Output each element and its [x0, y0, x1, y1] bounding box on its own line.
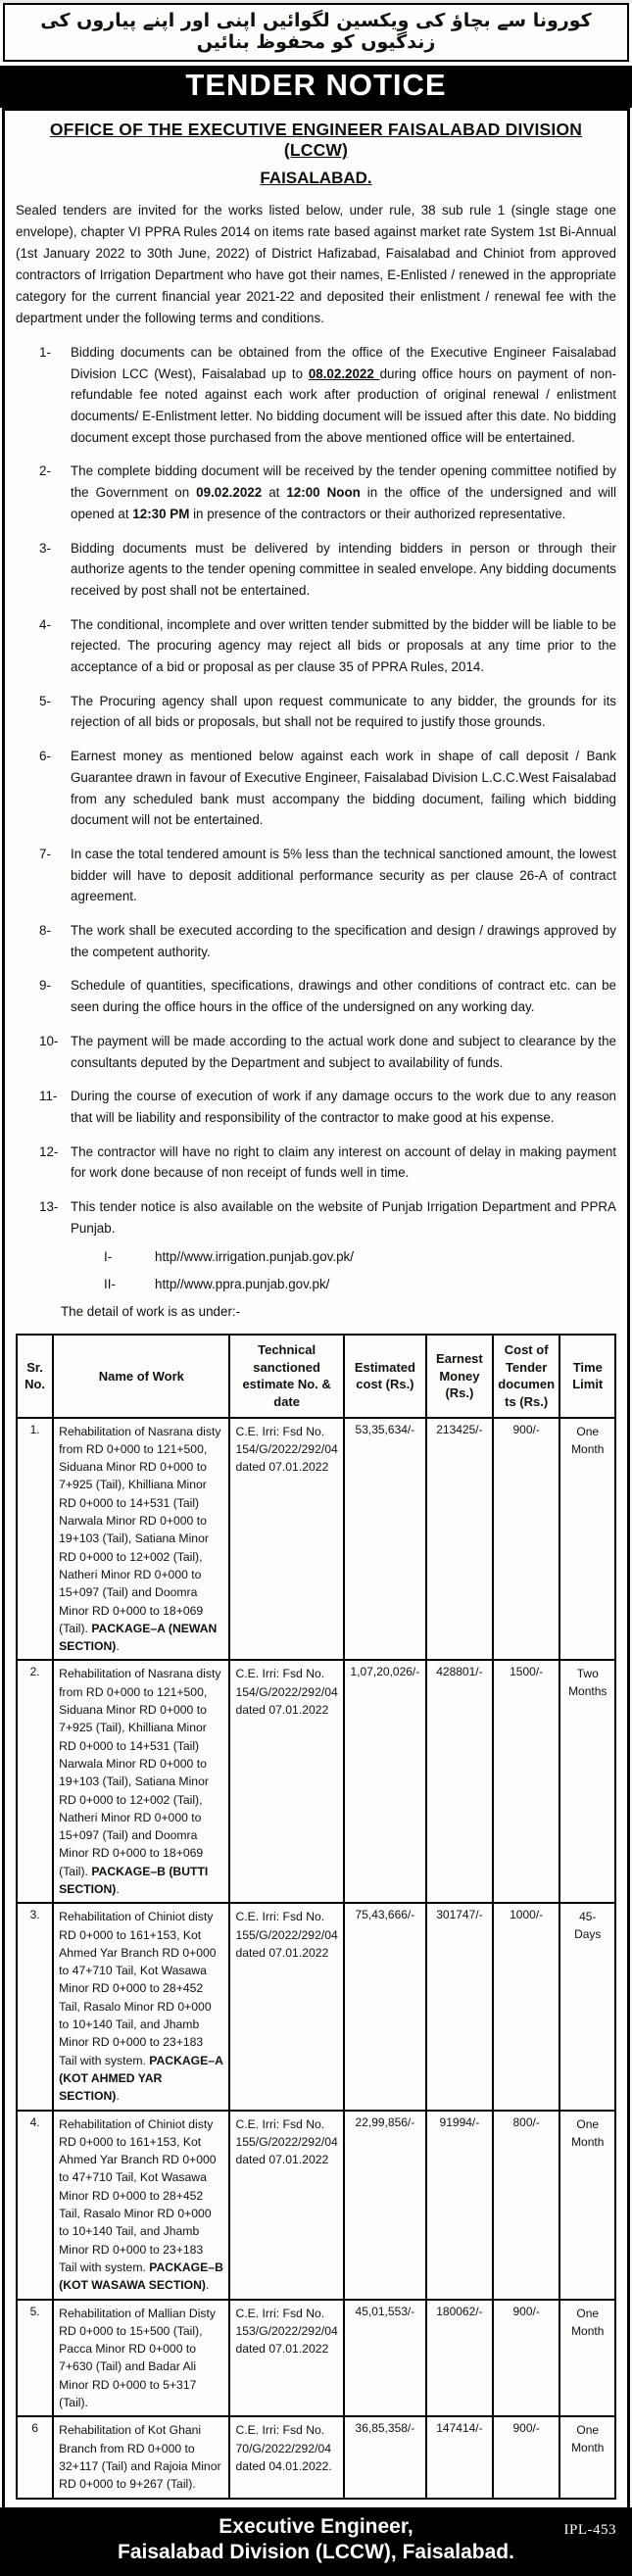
column-header: Earnest Money (Rs.)	[426, 1335, 493, 1417]
term-text	[71, 746, 616, 831]
text-segment: Rehabilitation of Mallian Disty RD 0+000 to 15+500 (Tail), Pacca Minor RD 0+000 to 7+630 (Tail) and Badar Ali Minor RD 0+000 to 5+317 (Tail).	[59, 2307, 216, 2409]
link-number: II-	[104, 1274, 155, 1294]
column-header: Sr. No.	[17, 1335, 53, 1417]
cell-earnest-money: 180062/-	[426, 2300, 493, 2417]
cell-serial-number: 2.	[17, 1660, 53, 1903]
cell-time-limit: 45-Days	[559, 1903, 615, 2110]
cell-estimated-cost: 75,43,666/-	[344, 1903, 426, 2110]
text-segment: .	[116, 1882, 119, 1896]
table-row	[17, 2300, 615, 2417]
cell-technical-sanctioned-estimate: C.E. Irri: Fsd No. 154/G/2022/292/04 dated 07.01.2022	[229, 1660, 343, 1903]
emphasized-text: 08.02.2022	[309, 366, 380, 381]
text-segment: Rehabilitation of Chiniot disty RD 0+000 to 161+153, Kot Ahmed Yar Branch RD 0+000 to 47+710 Tail, Kot Wasawa Minor RD 0+000 to 28+452 Tail, Rasalo Minor RD 0+000 to 10+140 Tail, and Jhamb Minor RD 0+000 to 23+183 Tail with system.	[59, 1910, 216, 2066]
term-number: 8-	[39, 920, 71, 962]
text-segment: In case the total tendered amount is 5% less than the technical sanctioned amount, the lowest bidder will have to deposit additional performance security as per clause 26-A of contract agreement.	[71, 847, 616, 903]
page-title: TENDER NOTICE	[0, 66, 632, 108]
cell-tender-document-cost: 900/-	[493, 1418, 560, 1661]
cell-technical-sanctioned-estimate: C.E. Irri: Fsd No. 155/G/2022/292/04 dated 07.01.2022	[229, 2111, 343, 2300]
term-number: 6-	[39, 746, 71, 831]
cell-estimated-cost: 36,85,358/-	[344, 2416, 426, 2498]
terms-list	[16, 342, 616, 1239]
term-item	[16, 342, 616, 449]
text-segment: Rehabilitation of Nasrana disty from RD 0+000 to 121+500, Siduana Minor RD 0+000 to 7+925 (Tail), Khilliana Minor RD 0+000 to 14+531 (Tail) Narwala Minor RD 0+000 to 19+103 (Tail), Satiana Minor RD 0+000 to 12+002 (Tail), Natheri Minor RD 0+000 to 15+097 (Tail) and Doomra Minor RD 0+000 to 18+069 (Tail).	[59, 1425, 220, 1635]
text-segment: The Procuring agency shall upon request communicate to any bidder, the grounds for its rejection of all bids or proposals, but shall not be required to justify those grounds.	[71, 694, 616, 730]
table-row	[17, 1660, 615, 1903]
text-segment: .	[206, 2278, 209, 2292]
cell-tender-document-cost: 900/-	[493, 2300, 560, 2417]
column-header: Name of Work	[53, 1335, 229, 1417]
cell-time-limit: One Month	[559, 1418, 615, 1661]
cell-earnest-money: 147414/-	[426, 2416, 493, 2498]
cell-serial-number: 6	[17, 2416, 53, 2498]
term-text	[71, 461, 616, 524]
text-segment: The work shall be executed according to the specification and design / drawings approved by the competent authority.	[71, 923, 616, 959]
cell-estimated-cost: 53,35,634/-	[344, 1418, 426, 1661]
office-heading-line1: OFFICE OF THE EXECUTIVE ENGINEER FAISALABAD DIVISION (LCCW)	[16, 120, 616, 161]
notice-body	[2, 108, 630, 2507]
term-number: 10-	[39, 1031, 71, 1073]
cell-technical-sanctioned-estimate: C.E. Irri: Fsd No. 153/G/2022/292/04 dated 07.01.2022	[229, 2300, 343, 2417]
term-item	[16, 920, 616, 962]
term-text	[71, 1086, 616, 1128]
text-segment: during office hours on payment of non-refundable fee noted against each work after production of original renewal / enlistment documents/ E-Enlistment letter. No bidding document will be issued after this date. No bidding document except those purchased from the above mentioned office will be entertained.	[71, 366, 616, 445]
signature-office: Faisalabad Division (LCCW), Faisalabad.	[0, 2540, 632, 2565]
text-segment: Rehabilitation of Kot Ghani Branch from RD 0+000 to 32+117 (Tail) and Rajoia Minor RD 0+000 to 9+267 (Tail).	[59, 2423, 220, 2491]
website-link-row	[16, 1246, 616, 1267]
term-number: 11-	[39, 1086, 71, 1128]
cell-earnest-money: 91994/-	[426, 2111, 493, 2300]
cell-earnest-money: 213425/-	[426, 1418, 493, 1661]
detail-of-work-line: The detail of work is as under:-	[61, 1304, 616, 1319]
signature-title: Executive Engineer,	[0, 2514, 632, 2540]
urdu-covid-banner: کورونا سے بچاؤ کی ویکسین لگوائیں اپنی اور اپنے پیاروں کی زندگیوں کو محفوظ بنائیں	[3, 3, 629, 62]
term-number: 13-	[39, 1196, 71, 1239]
emphasized-text: PACKAGE–A (NEWAN SECTION)	[59, 1622, 217, 1653]
term-text	[71, 342, 616, 449]
cell-technical-sanctioned-estimate: C.E. Irri: Fsd No. 70/G/2022/292/04 dated 04.01.2022.	[229, 2416, 343, 2498]
term-number: 9-	[39, 975, 71, 1017]
link-number: I-	[104, 1246, 155, 1267]
table-row	[17, 1903, 615, 2110]
term-number: 4-	[39, 614, 71, 678]
cell-name-of-work	[53, 1418, 229, 1661]
text-segment: The conditional, incomplete and over written tender submitted by the bidder will be liable to be rejected. The procuring agency may reject all bids or proposals at any time prior to the acceptance of a bid or proposal as per clause 35 of PPRA Rules, 2014.	[71, 617, 616, 674]
column-header: Technical sanctioned estimate No. & date	[229, 1335, 343, 1417]
ipl-reference: IPL-453	[564, 2522, 617, 2539]
term-number: 2-	[39, 461, 71, 524]
term-text	[71, 614, 616, 678]
term-number: 1-	[39, 342, 71, 449]
cell-tender-document-cost: 1000/-	[493, 1903, 560, 2110]
cell-serial-number: 3.	[17, 1903, 53, 2110]
term-text	[71, 691, 616, 733]
works-table	[16, 1334, 616, 2499]
cell-serial-number: 5.	[17, 2300, 53, 2417]
term-text	[71, 1196, 616, 1239]
text-segment: Rehabilitation of Chiniot disty RD 0+000 to 161+153, Kot Ahmed Yar Branch RD 0+000 to 47+710 Tail, Kot Wasawa Minor RD 0+000 to 28+452 Tail, Rasalo Minor RD 0+000 to 10+140 Tail, and Jhamb Minor RD 0+000 to 23+183 Tail with system.	[59, 2117, 216, 2274]
text-segment: Bidding documents can be obtained from the office of the Executive Engineer Faisalabad Division LCC (West), Faisalabad up to	[71, 345, 616, 381]
emphasized-text: 12:30 PM	[132, 507, 189, 521]
term-item	[16, 1086, 616, 1128]
text-segment: in the office of the undersigned and will opened at	[71, 485, 616, 521]
term-item	[16, 844, 616, 907]
term-number: 5-	[39, 691, 71, 733]
text-segment: During the course of execution of work if any damage occurs to the work due to any reason that will be liability and responsibility of the contractor to make good at his expense.	[71, 1089, 616, 1125]
text-segment: The contractor will have no right to claim any interest on account of delay in making payment for work done because of non receipt of funds well in time.	[71, 1144, 616, 1181]
term-number: 12-	[39, 1142, 71, 1184]
text-segment: This tender notice is also available on the website of Punjab Irrigation Department and PPRA Punjab.	[71, 1199, 616, 1236]
cell-time-limit: One Month	[559, 2111, 615, 2300]
text-segment: Bidding documents must be delivered by intending bidders in person or through their authorize agents to the tender opening committee in sealed envelope. Any bidding documents received by post shall not be entertained.	[71, 541, 616, 598]
cell-serial-number: 4.	[17, 2111, 53, 2300]
text-segment: Rehabilitation of Nasrana disty from RD 0+000 to 121+500, Siduana Minor RD 0+000 to 7+925 (Tail), Khilliana Minor RD 0+000 to 14+531 (Tail) Narwala Minor RD 0+000 to 19+103 (Tail), Satiana Minor RD 0+000 to 12+002 (Tail), Natheri Minor RD 0+000 to 15+097 (Tail) and Doomra Minor RD 0+000 to 18+069 (Tail).	[59, 1667, 220, 1877]
cell-estimated-cost: 45,01,553/-	[344, 2300, 426, 2417]
text-segment: Earnest money as mentioned below against each work in shape of call deposit / Bank Guarantee drawn in favour of Executive Engineer, Faisalabad Division L.C.C.West Faisalabad from any scheduled bank must accompany the bidding document, failing which bidding document will not be entertained.	[71, 749, 616, 827]
cell-name-of-work	[53, 2416, 229, 2498]
cell-earnest-money: 428801/-	[426, 1660, 493, 1903]
website-link-row	[16, 1274, 616, 1294]
cell-serial-number: 1.	[17, 1418, 53, 1661]
website-links	[16, 1246, 616, 1295]
term-text	[71, 538, 616, 602]
text-segment: at	[262, 485, 286, 500]
cell-time-limit: One Month	[559, 2300, 615, 2417]
footer-signature-band	[0, 2507, 632, 2576]
text-segment: .	[116, 1639, 119, 1653]
cell-tender-document-cost: 1500/-	[493, 1660, 560, 1903]
term-item	[16, 538, 616, 602]
emphasized-text: 09.02.2022	[196, 485, 262, 500]
cell-technical-sanctioned-estimate: C.E. Irri: Fsd No. 155/G/2022/292/04 dated 07.01.2022	[229, 1903, 343, 2110]
term-item	[16, 691, 616, 733]
term-item	[16, 746, 616, 831]
text-segment: in presence of the contractors or their authorized representative.	[189, 507, 565, 521]
cell-estimated-cost: 22,99,856/-	[344, 2111, 426, 2300]
term-item	[16, 1031, 616, 1073]
term-number: 7-	[39, 844, 71, 907]
text-segment: The complete bidding document will be received by the tender opening committee notified by the Government on	[71, 463, 616, 500]
emphasized-text: PACKAGE–B (BUTTI SECTION)	[59, 1865, 208, 1896]
website-url[interactable]: http//www.irrigation.punjab.gov.pk/	[155, 1246, 354, 1267]
term-text	[71, 1031, 616, 1073]
table-row	[17, 2416, 615, 2498]
office-heading-line2: FAISALABAD.	[16, 169, 616, 188]
term-item	[16, 1196, 616, 1239]
emphasized-text: PACKAGE–A (KOT AHMED YAR SECTION)	[59, 2054, 222, 2104]
website-url[interactable]: http//www.ppra.punjab.gov.pk/	[155, 1274, 329, 1294]
term-item	[16, 614, 616, 678]
cell-name-of-work	[53, 1660, 229, 1903]
emphasized-text: PACKAGE–B (KOT WASAWA SECTION)	[59, 2260, 223, 2292]
tender-notice-page	[0, 3, 632, 2576]
term-text	[71, 975, 616, 1017]
cell-name-of-work	[53, 2111, 229, 2300]
cell-time-limit: Two Months	[559, 1660, 615, 1903]
cell-technical-sanctioned-estimate: C.E. Irri: Fsd No. 154/G/2022/292/04 dated 07.01.2022	[229, 1418, 343, 1661]
table-row	[17, 2111, 615, 2300]
column-header: Cost of Tender documen ts (Rs.)	[493, 1335, 560, 1417]
cell-tender-document-cost: 800/-	[493, 2111, 560, 2300]
cell-name-of-work	[53, 1903, 229, 2110]
term-number: 3-	[39, 538, 71, 602]
term-text	[71, 1142, 616, 1184]
table-header-row	[17, 1335, 615, 1417]
text-segment: Schedule of quantities, specifications, drawings and other conditions of contract etc. can be seen during the office hours in the office of the undersigned on any working day.	[71, 978, 616, 1014]
term-item	[16, 1142, 616, 1184]
term-item	[16, 975, 616, 1017]
cell-name-of-work	[53, 2300, 229, 2417]
cell-tender-document-cost: 900/-	[493, 2416, 560, 2498]
cell-earnest-money: 301747/-	[426, 1903, 493, 2110]
table-row	[17, 1418, 615, 1661]
intro-paragraph: Sealed tenders are invited for the works listed below, under rule, 38 sub rule 1 (single stage one envelope), chapter VI PPRA Rules 2014 on items rate based against market rate System 1st Bi-Annual (1st January 2022 to 30th June, 2022) of District Hafizabad, Faisalabad and Chiniot from approved contractors of Irrigation Department who have got their names, E-Enlisted / renewed in the appropriate category for the current financial year 2021-22 and deposited their enlistment / renewal fee with the department under the following terms and conditions.	[16, 200, 616, 329]
term-text	[71, 844, 616, 907]
text-segment: The payment will be made according to the actual work done and subject to clearance by the consultants deputed by the Department and subject to availability of funds.	[71, 1034, 616, 1070]
cell-time-limit: One Month	[559, 2416, 615, 2498]
text-segment: .	[116, 2089, 119, 2103]
emphasized-text: 12:00 Noon	[286, 485, 360, 500]
cell-estimated-cost: 1,07,20,026/-	[344, 1660, 426, 1903]
term-item	[16, 461, 616, 524]
term-text	[71, 920, 616, 962]
column-header: Estimated cost (Rs.)	[344, 1335, 426, 1417]
column-header: Time Limit	[559, 1335, 615, 1417]
